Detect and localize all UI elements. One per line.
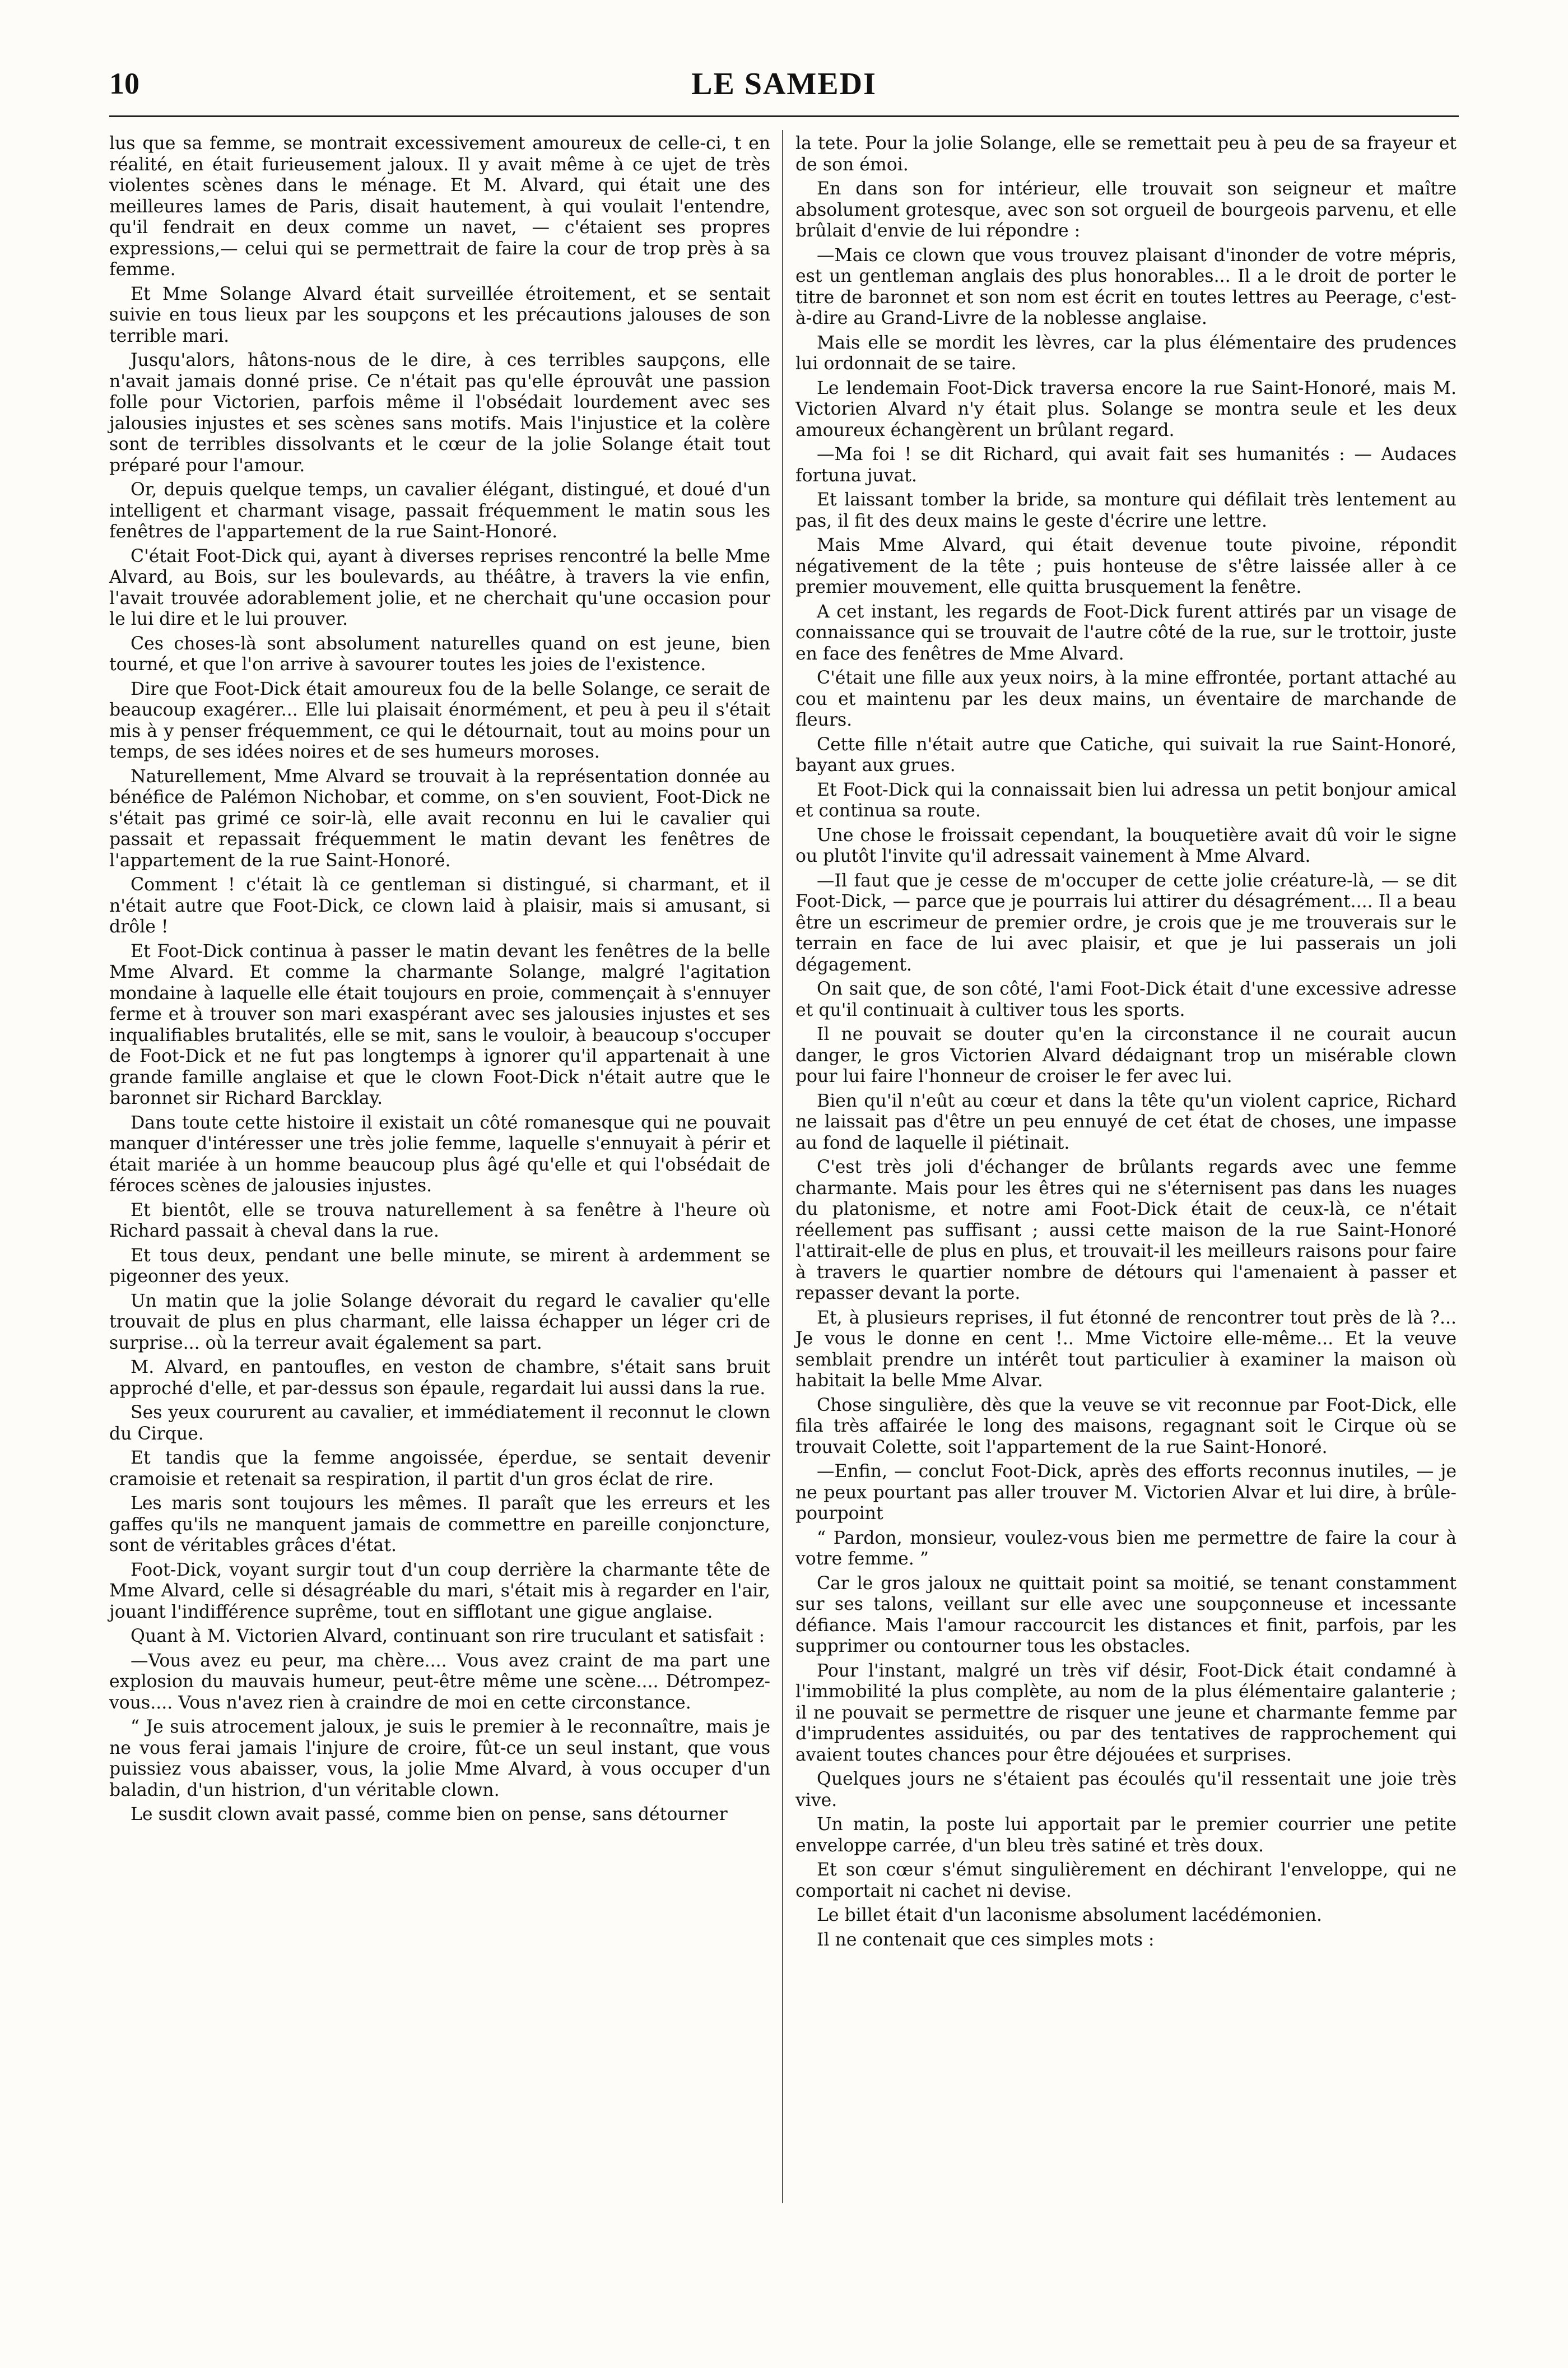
- paragraph: Une chose le froissait cependant, la bouquetière avait dû voir le signe ou plutôt l'invite qu'il adressait vainement à Mme Alvard.: [795, 825, 1457, 866]
- paragraph: Et tous deux, pendant une belle minute, se mirent à ardemment se pigeonner des yeux.: [109, 1245, 770, 1287]
- paragraph: lus que sa femme, se montrait excessivement amoureux de celle-ci, t en réalité, en était furieusement jaloux. Il y avait même à ce ujet de très violentes scènes dans le ménage. Et M. Alvard, qui était une des meilleures lames de Paris, disait hautement, à qui voulait l'entendre, qu'il fendrait en deux comme un navet, — c'étaient ses propres expressions,— celui qui se permettrait de faire la cour de trop près à sa femme.: [109, 133, 770, 280]
- column-divider: [782, 130, 783, 2203]
- paragraph: A cet instant, les regards de Foot-Dick furent attirés par un visage de connaissance qui se trouvait de l'autre côté de la rue, sur le trottoir, juste en face des fenêtres de Mme Alvard.: [795, 601, 1457, 664]
- paragraph: C'était une fille aux yeux noirs, à la mine effrontée, portant attaché au cou et maintenu par les deux mains, un éventaire de marchande de fleurs.: [795, 668, 1457, 730]
- left-column: [109, 133, 770, 1829]
- paragraph: Et son cœur s'émut singulièrement en déchirant l'enveloppe, qui ne comportait ni cachet ni devise.: [795, 1860, 1457, 1901]
- paragraph: Et Foot-Dick continua à passer le matin devant les fenêtres de la belle Mme Alvard. Et comme la charmante Solange, malgré l'agitation mondaine à laquelle elle était toujours en proie, commençait à s'ennuyer ferme et à trouver son mari exaspérant avec ses jalousies injustes et ses inqualifiables brutalités, elle se mit, sans le vouloir, à beaucoup s'occuper de Foot-Dick et ne fut pas longtemps à ignorer qu'il appartenait à une grande famille anglaise et que le clown Foot-Dick n'était autre que le baronnet sir Richard Barcklay.: [109, 941, 770, 1108]
- paragraph: Et Mme Solange Alvard était surveillée étroitement, et se sentait suivie en tous lieux par les soupçons et les précautions jalouses de son terrible mari.: [109, 284, 770, 346]
- paragraph: Bien qu'il n'eût au cœur et dans la tête qu'un violent caprice, Richard ne laissait pas d'être un peu ennuyé de cet état de choses, une impasse au fond de laquelle il piétinait.: [795, 1090, 1457, 1153]
- paragraph: Car le gros jaloux ne quittait point sa moitié, se tenant constamment sur ses talons, veillant sur elle avec une soupçonneuse et incessante défiance. Mais l'amour raccourcit les distances et finit, parfois, par les supprimer ou contourner tous les obstacles.: [795, 1573, 1457, 1656]
- paragraph: Les maris sont toujours les mêmes. Il paraît que les erreurs et les gaffes qu'ils ne manquent jamais de commettre en pareille conjoncture, sont de véritables grâces d'état.: [109, 1493, 770, 1556]
- paragraph: “ Je suis atrocement jaloux, je suis le premier à le reconnaître, mais je ne vous ferai jamais l'injure de croire, fût-ce un seul instant, que vous puissiez vous abaisser, vous, la jolie Mme Alvard, à vous occuper d'un baladin, d'un histrion, d'un véritable clown.: [109, 1717, 770, 1800]
- paragraph: “ Pardon, monsieur, voulez-vous bien me permettre de faire la cour à votre femme. ”: [795, 1527, 1457, 1569]
- paragraph: Un matin que la jolie Solange dévorait du regard le cavalier qu'elle trouvait de plus en plus charmant, elle laissa échapper un léger cri de surprise... où la terreur avait également sa part.: [109, 1290, 770, 1353]
- paragraph: —Mais ce clown que vous trouvez plaisant d'inonder de votre mépris, est un gentleman anglais des plus honorables... Il a le droit de porter le titre de baronnet et son nom est écrit en toutes lettres au Peerage, c'est-à-dire au Grand-Livre de la noblesse anglaise.: [795, 245, 1457, 328]
- paragraph: —Ma foi ! se dit Richard, qui avait fait ses humanités : — Audaces fortuna juvat.: [795, 444, 1457, 486]
- paragraph: Or, depuis quelque temps, un cavalier élégant, distingué, et doué d'un intelligent et charmant visage, passait fréquemment le matin sous les fenêtres de l'appartement de la rue Saint-Honoré.: [109, 480, 770, 542]
- paragraph: Il ne pouvait se douter qu'en la circonstance il ne courait aucun danger, le gros Victorien Alvard dédaignant trop un misérable clown pour lui faire l'honneur de croiser le fer avec lui.: [795, 1024, 1457, 1087]
- paragraph: Mais elle se mordit les lèvres, car la plus élémentaire des prudences lui ordonnait de se taire.: [795, 332, 1457, 374]
- page-header: [109, 66, 1459, 111]
- paragraph: Un matin, la poste lui apportait par le premier courrier une petite enveloppe carrée, d'un bleu très satiné et très doux.: [795, 1814, 1457, 1856]
- paragraph: Mais Mme Alvard, qui était devenue toute pivoine, répondit négativement de la tête ; puis honteuse de s'être laissée aller à ce premier mouvement, elle quitta brusquement la fenêtre.: [795, 535, 1457, 597]
- paragraph: Et, à plusieurs reprises, il fut étonné de rencontrer tout près de là ?... Je vous le donne en cent !.. Mme Victoire elle-même... Et la veuve semblait prendre un intérêt tout particulier à examiner la maison où habitait la belle Mme Alvar.: [795, 1307, 1457, 1391]
- paragraph: Le lendemain Foot-Dick traversa encore la rue Saint-Honoré, mais M. Victorien Alvard n'y était plus. Solange se montra seule et les deux amoureux échangèrent un brûlant regard.: [795, 378, 1457, 440]
- paragraph: Le susdit clown avait passé, comme bien on pense, sans détourner: [131, 1804, 728, 1824]
- paragraph: M. Alvard, en pantoufles, en veston de chambre, s'était sans bruit approché d'elle, et par-dessus son épaule, regardait lui aussi dans la rue.: [109, 1357, 770, 1399]
- paragraph: Et tandis que la femme angoissée, éperdue, se sentait devenir cramoisie et retenait sa respiration, il partit d'un gros éclat de rire.: [109, 1448, 770, 1489]
- paragraph: —Vous avez eu peur, ma chère.... Vous avez craint de ma part une explosion du mauvais humeur, peut-être même une scène.... Détrompez-vous.... Vous n'avez rien à craindre de moi en cette circonstance.: [109, 1650, 770, 1713]
- paragraph: Le billet était d'un laconisme absolument lacédémonien.: [817, 1905, 1323, 1925]
- paragraph: Ses yeux coururent au cavalier, et immédiatement il reconnut le clown du Cirque.: [109, 1403, 770, 1444]
- journal-title: LE SAMEDI: [691, 67, 877, 101]
- paragraph: Naturellement, Mme Alvard se trouvait à la représentation donnée au bénéfice de Palémon Nichobar, et comme, on s'en souvient, Foot-Dick ne s'était pas grimé ce soir-là, elle avait reconnu en lui le cavalier qui passait et repassait fréquemment le matin devant les fenêtres de l'appartement de la rue Saint-Honoré.: [109, 766, 770, 871]
- paragraph: Ces choses-là sont absolument naturelles quand on est jeune, bien tourné, et que l'on arrive à savourer toutes les joies de l'existence.: [109, 633, 770, 675]
- paragraph: Quant à M. Victorien Alvard, continuant son rire truculant et satisfait :: [131, 1626, 765, 1646]
- paragraph: Il ne contenait que ces simples mots :: [817, 1929, 1155, 1950]
- paragraph: —Il faut que je cesse de m'occuper de cette jolie créature-là, — se dit Foot-Dick, — parce que je pourrais lui attirer du désagrément.... Il a beau être un escrimeur de premier ordre, je crois que je me trouverais sur le terrain en face de lui avec plaisir, et que je lui passerais un joli dégagement.: [795, 870, 1457, 975]
- paragraph: Et laissant tomber la bride, sa monture qui défilait très lentement au pas, il fit des deux mains le geste d'écrire une lettre.: [795, 490, 1457, 531]
- paragraph: Comment ! c'était là ce gentleman si distingué, si charmant, et il n'était autre que Foot-Dick, ce clown laid à plaisir, mais si amusant, si drôle !: [109, 875, 770, 937]
- paragraph: En dans son for intérieur, elle trouvait son seigneur et maître absolument grotesque, avec son sot orgueil de bourgeois parvenu, et elle brûlait d'envie de lui répondre :: [795, 179, 1457, 241]
- paragraph: C'était Foot-Dick qui, ayant à diverses reprises rencontré la belle Mme Alvard, au Bois, sur les boulevards, au théâtre, à travers la vie enfin, l'avait trouvée adorablement jolie, et ne cherchait qu'une occasion pour le lui dire et le lui prouver.: [109, 546, 770, 629]
- paragraph: Dans toute cette histoire il existait un côté romanesque qui ne pouvait manquer d'intéresser une très jolie femme, laquelle s'ennuyait à périr et était mariée à un homme beaucoup plus âgé qu'elle et qui l'obsédait de féroces scènes de jalousies injustes.: [109, 1112, 770, 1196]
- paragraph: Jusqu'alors, hâtons-nous de le dire, à ces terribles saupçons, elle n'avait jamais donné prise. Ce n'était pas qu'elle éprouvât une passion folle pour Victorien, parfois même il l'obsédait lourdement avec ses jalousies injustes et ses scènes sans motifs. Mais l'injustice et la colère sont de terribles dissolvants et le cœur de la jolie Solange était tout préparé pour l'amour.: [109, 350, 770, 476]
- paragraph: On sait que, de son côté, l'ami Foot-Dick était d'une excessive adresse et qu'il continuait à cultiver tous les sports.: [795, 979, 1457, 1020]
- paragraph: Cette fille n'était autre que Catiche, qui suivait la rue Saint-Honoré, bayant aux grues.: [795, 734, 1457, 776]
- paragraph: Et Foot-Dick qui la connaissait bien lui adressa un petit bonjour amical et continua sa route.: [795, 779, 1457, 821]
- page-number: 10: [109, 67, 139, 100]
- paragraph: Et bientôt, elle se trouva naturellement à sa fenêtre à l'heure où Richard passait à cheval dans la rue.: [109, 1200, 770, 1241]
- paragraph: Chose singulière, dès que la veuve se vit reconnue par Foot-Dick, elle fila très affairée le long des maisons, regagnant soit le Cirque où se trouvait Colette, soit l'appartement de la rue Saint-Honoré.: [795, 1395, 1457, 1457]
- paragraph: Dire que Foot-Dick était amoureux fou de la belle Solange, ce serait de beaucoup exagérer... Elle lui plaisait énormément, et peu à peu il s'était mis à y penser fréquemment, ce qui le détournait, tout au moins pour un temps, de ses idées noires et de ses humeurs moroses.: [109, 679, 770, 762]
- paragraph: Quelques jours ne s'étaient pas écoulés qu'il ressentait une joie très vive.: [795, 1769, 1457, 1810]
- paragraph: la tete. Pour la jolie Solange, elle se remettait peu à peu de sa frayeur et de son émoi.: [795, 133, 1457, 175]
- paragraph: —Enfin, — conclut Foot-Dick, après des efforts reconnus inutiles, — je ne peux pourtant pas aller trouver M. Victorien Alvar et lui dire, à brûle-pourpoint: [795, 1461, 1457, 1524]
- paragraph: Foot-Dick, voyant surgir tout d'un coup derrière la charmante tête de Mme Alvard, celle si désagréable du mari, s'était mis à regarder en l'air, jouant l'indifférence suprême, tout en sifflotant une gigue anglaise.: [109, 1559, 770, 1622]
- paragraph: Pour l'instant, malgré un très vif désir, Foot-Dick était condamné à l'immobilité la plus complète, au nom de la plus élémentaire galanterie ; il ne pouvait se permettre de risquer une jeune et charmante femme par d'imprudentes assiduités, ou par des tentatives de rapprochement qui avaient toutes chances pour être déjouées et surprises.: [795, 1660, 1457, 1765]
- header-rule: [109, 115, 1459, 117]
- right-column: [795, 133, 1457, 1954]
- paragraph: C'est très joli d'échanger de brûlants regards avec une femme charmante. Mais pour les êtres qui ne s'éternisent pas dans les nuages du platonisme, et notre ami Foot-Dick était de ceux-là, ce n'était réellement pas suffisant ; aussi cette maison de la rue Saint-Honoré l'attirait-elle de plus en plus, et trouvait-il les meilleurs raisons pour faire à travers le quartier nombre de détours qui l'amenaient à passer et repasser devant la porte.: [795, 1157, 1457, 1303]
